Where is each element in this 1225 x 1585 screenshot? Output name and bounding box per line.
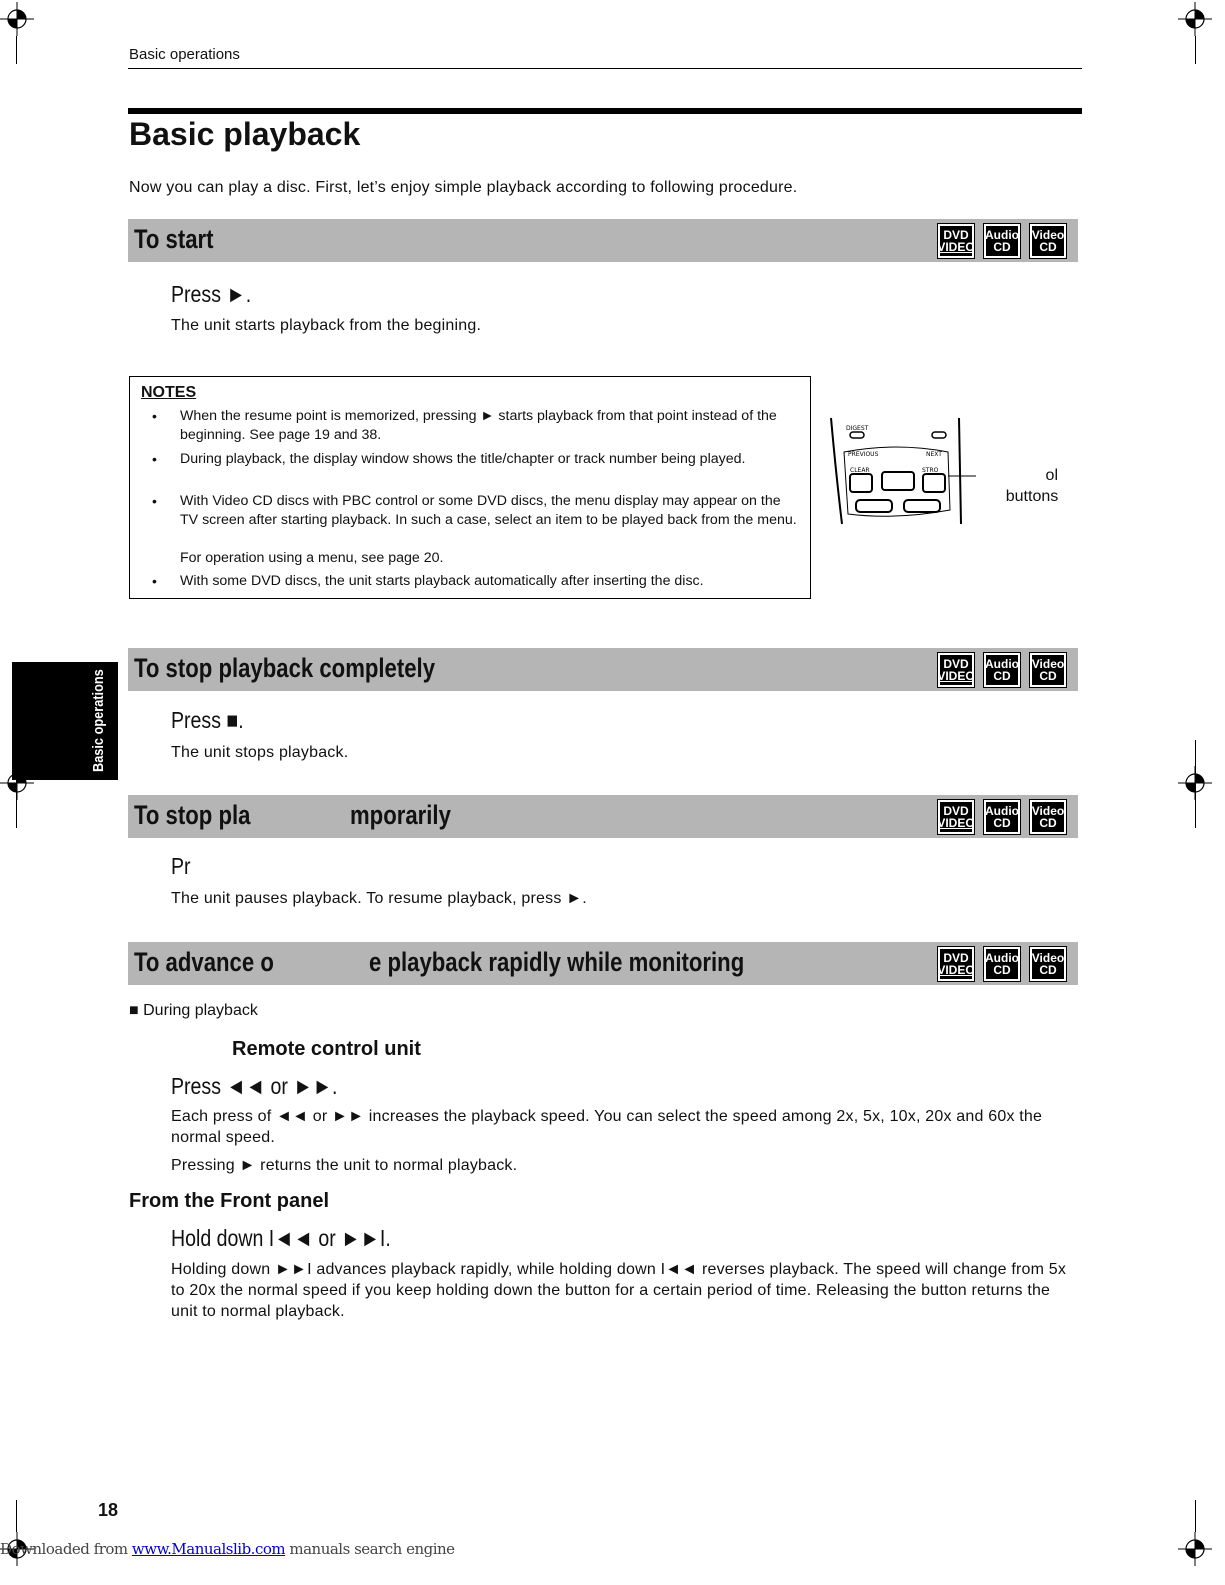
section-bar-pause <box>128 795 1078 838</box>
badge-line2: VIDEO <box>937 963 975 977</box>
step-start: Press ►. <box>171 281 252 307</box>
crop-line <box>1195 1500 1196 1532</box>
bullet-icon: • <box>152 408 157 424</box>
badge-line1: Audio <box>985 228 1019 242</box>
note-item: For operation using a menu, see page 20. <box>180 550 444 566</box>
page-number: 18 <box>98 1500 119 1520</box>
desc-remote-1: Each press of ◄◄ or ►► increases the playback speed. You can select the speed among 2x, 5x, 10x, 20x and 60x the normal speed. <box>171 1108 1043 1146</box>
section-title-advance-right: e playback rapidly while monitoring <box>369 947 745 977</box>
step-front: Hold down I◄◄ or ►►I. <box>171 1225 391 1251</box>
section-title-start: To start <box>134 224 214 254</box>
audio-cd-badge <box>984 947 1020 981</box>
badge-line1: DVD <box>943 804 969 818</box>
dvd-video-badge <box>938 653 974 687</box>
video-cd-badge <box>1030 224 1066 258</box>
desc-remote-2: Pressing ► returns the unit to normal playback. <box>171 1157 518 1174</box>
running-head: Basic operations <box>129 46 240 63</box>
dvd-video-badge <box>938 800 974 834</box>
callout-line1: ol <box>1045 467 1058 484</box>
manualslib-link[interactable]: www.Manualslib.com <box>131 1540 286 1558</box>
badge-line1: Video <box>1031 951 1065 965</box>
crop-line <box>16 1500 17 1532</box>
video-cd-badge <box>1030 653 1066 687</box>
disc-badges <box>938 653 1066 687</box>
disc-badges <box>938 224 1066 258</box>
badge-line1: Audio <box>985 804 1019 818</box>
badge-line2: CD <box>993 963 1011 977</box>
badge-line1: DVD <box>943 657 969 671</box>
during-playback-label: ■ During playback <box>129 1002 258 1019</box>
bullet-icon: • <box>152 493 157 509</box>
section-title-advance-left: To advance o <box>134 947 274 977</box>
badge-line2: CD <box>1039 669 1057 683</box>
badge-line2: VIDEO <box>937 816 975 830</box>
crop-line <box>1195 740 1196 828</box>
video-cd-badge <box>1030 947 1066 981</box>
side-tab-label: Basic operations <box>90 669 107 772</box>
registration-mark-bottom-right <box>1178 1532 1212 1566</box>
section-bar-start <box>128 219 1078 262</box>
disc-badges <box>938 800 1066 834</box>
step-remote: Press ◄◄ or ►►. <box>171 1073 338 1099</box>
desc-front: Holding down ►►I advances playback rapidly, while holding down I◄◄ reverses playback. The speed will change from 5x to 20x the normal speed if you keep holding down the button for a certain period of time. Releasing the button returns the unit to normal playback. <box>171 1261 1067 1320</box>
badge-line1: DVD <box>943 228 969 242</box>
step-stop: Press ■. <box>171 707 244 733</box>
section-bar-stop <box>128 648 1078 691</box>
audio-cd-badge <box>984 224 1020 258</box>
subhead-remote: Remote control unit <box>232 1038 421 1060</box>
remote-control-illustration <box>826 414 976 526</box>
note-item: With some DVD discs, the unit starts playback automatically after inserting the disc. <box>180 573 704 589</box>
side-tab <box>12 662 118 780</box>
badge-line2: CD <box>993 669 1011 683</box>
svg-text:STRO: STRO <box>922 467 939 474</box>
note-item: When the resume point is memorized, pressing ► starts playback from that point instead of the beginning. See page 19 and 38. <box>180 408 777 443</box>
svg-text:NEXT: NEXT <box>926 451 942 458</box>
badge-line2: CD <box>1039 240 1057 254</box>
badge-line2: CD <box>1039 816 1057 830</box>
svg-text:PREVIOUS: PREVIOUS <box>848 451 879 458</box>
badge-line2: CD <box>993 816 1011 830</box>
badge-line1: DVD <box>943 951 969 965</box>
badge-line1: Video <box>1031 228 1065 242</box>
download-footer <box>0 1540 455 1558</box>
badge-line2: CD <box>1039 963 1057 977</box>
registration-mark-top-left <box>0 2 34 36</box>
disc-badges <box>938 947 1066 981</box>
audio-cd-badge <box>984 653 1020 687</box>
callout-line2: buttons <box>1005 488 1059 505</box>
subhead-front-panel: From the Front panel <box>129 1190 329 1212</box>
desc-stop: The unit stops playback. <box>171 744 349 761</box>
badge-line1: Video <box>1031 657 1065 671</box>
footer-suffix: manuals search engine <box>285 1540 455 1558</box>
bullet-icon: • <box>152 573 157 589</box>
badge-line1: Video <box>1031 804 1065 818</box>
badge-line2: VIDEO <box>937 669 975 683</box>
note-item: With Video CD discs with PBC control or some DVD discs, the menu display may appear on the TV screen after starting playback. In such a case, select an item to be played back from the menu. <box>180 493 797 528</box>
notes-box <box>129 376 811 599</box>
section-bar-advance <box>128 942 1078 985</box>
registration-mark-top-right <box>1178 2 1212 36</box>
crop-line <box>16 36 17 64</box>
audio-cd-badge <box>984 800 1020 834</box>
page-title: Basic playback <box>129 116 361 152</box>
badge-line2: CD <box>993 240 1011 254</box>
section-title-stop: To stop playback completely <box>134 653 436 683</box>
header-rule <box>128 68 1082 69</box>
title-rule <box>128 108 1082 114</box>
step-pause: Pr <box>171 853 191 879</box>
bullet-icon: • <box>152 451 157 467</box>
svg-text:DIGEST: DIGEST <box>846 425 869 432</box>
section-title-pause-right: mporarily <box>350 800 451 830</box>
section-title-pause-left: To stop pla <box>134 800 251 830</box>
dvd-video-badge <box>938 224 974 258</box>
remote-callout <box>992 465 1072 507</box>
desc-start: The unit starts playback from the begining. <box>171 317 482 334</box>
svg-text:CLEAR: CLEAR <box>850 467 870 474</box>
badge-line2: VIDEO <box>937 240 975 254</box>
crop-line <box>1195 36 1196 64</box>
note-item: During playback, the display window shows the title/chapter or track number being played. <box>180 451 746 467</box>
dvd-video-badge <box>938 947 974 981</box>
badge-line1: Audio <box>985 657 1019 671</box>
intro-text: Now you can play a disc. First, let’s enjoy simple playback according to following procedure. <box>129 179 798 196</box>
badge-line1: Audio <box>985 951 1019 965</box>
footer-prefix: Downloaded from <box>0 1540 132 1558</box>
video-cd-badge <box>1030 800 1066 834</box>
notes-title: NOTES <box>141 384 197 401</box>
desc-pause: The unit pauses playback. To resume playback, press ►. <box>171 890 587 907</box>
